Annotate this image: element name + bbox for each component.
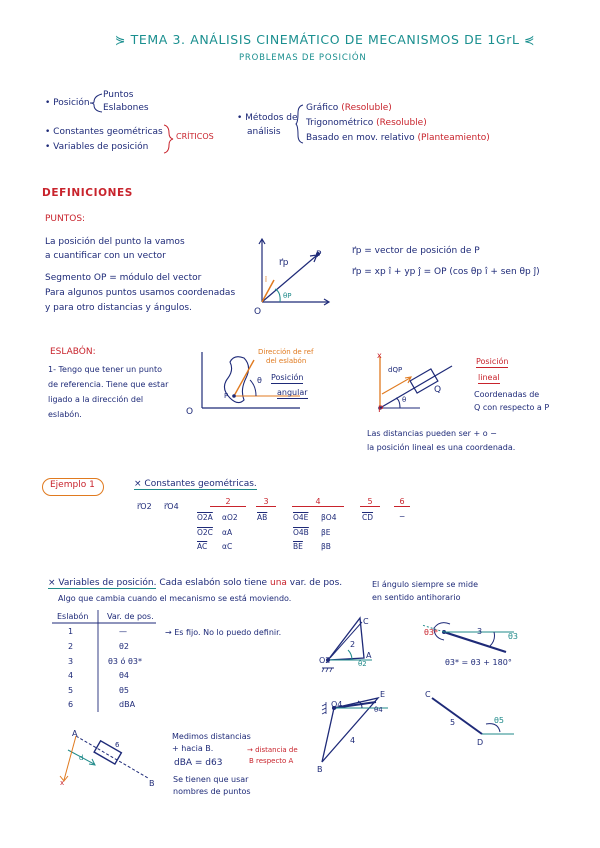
intro-analisis: análisis <box>247 127 281 137</box>
medimos-text-1: Medimos distancias <box>172 732 251 741</box>
const-beta-b: βB <box>321 542 331 551</box>
label-pos-angular-1: Posición <box>271 373 303 384</box>
link5-figure <box>424 692 524 744</box>
label-i-hat: î <box>265 276 267 284</box>
metodo-trigonometrico: Trigonométrico (Resoluble) <box>306 118 427 128</box>
puntos-heading: PUNTOS: <box>45 214 86 224</box>
variables-algo: Algo que cambia cuando el mecanismo se está moviendo. <box>58 594 292 603</box>
col4-number: 4 <box>292 497 344 507</box>
constantes-heading: × Constantes geométricas. <box>134 479 257 489</box>
const-o2c: O2C <box>197 528 213 537</box>
link4-figure <box>318 692 398 772</box>
fig-label-theta4: θ4 <box>374 706 383 714</box>
tienen-text-1: Se tienen que usar <box>173 775 249 784</box>
eslabon-text-1: 1- Tengo que tener un punto <box>48 365 162 374</box>
const-alpha-c: αC <box>222 542 233 551</box>
fig-label-e: E <box>380 690 386 699</box>
const-cd: $\overline{CD}$ <box>362 513 374 522</box>
label-coordenadas-1: Coordenadas de <box>474 390 540 399</box>
label-pos-lineal-2: lineal <box>478 373 500 384</box>
label-theta3: θ <box>402 396 407 404</box>
intro-posicion: • Posición <box>45 98 90 108</box>
angulo-text-2: en sentido antihorario <box>372 593 461 602</box>
fig-label-5: 5 <box>450 718 456 727</box>
label-p2: P <box>224 392 229 400</box>
fig-eq-theta3: θ3* = θ3 + 180° <box>445 658 512 667</box>
intro-brace-criticos <box>162 123 174 155</box>
table-row-1-eslabon: 1 <box>68 627 74 636</box>
intro-puntos: Puntos <box>103 90 134 100</box>
puntos-text-5: y para otro distancias y ángulos. <box>45 303 192 313</box>
metodo-grafico: Gráfico (Resoluble) <box>306 103 392 113</box>
definiciones-heading: DEFINICIONES <box>42 187 133 199</box>
intro-constantes: • Constantes geométricas <box>45 127 163 137</box>
const-none: − <box>399 512 406 521</box>
intro-metodos: • Métodos de <box>237 113 298 123</box>
link2-figure <box>318 612 380 684</box>
table-row-1-var: — <box>119 627 127 636</box>
const-ac: $\overline{AC}$ <box>197 542 208 551</box>
intro-eslabones: Eslabones <box>103 103 149 113</box>
intro-brace-posicion <box>88 92 104 114</box>
table-row-6-var: dBA <box>119 700 136 709</box>
label-rp: r⃗p <box>279 258 289 268</box>
col5-number: 5 <box>360 497 380 507</box>
puntos-text-2: a cuantificar con un vector <box>45 251 166 261</box>
fig-label-b2: B <box>149 779 155 788</box>
tienen-text-2: nombres de puntos <box>173 787 251 796</box>
metodo-basado: Basado en mov. relativo (Planteamiento) <box>306 133 490 143</box>
intro-variables: • Variables de posición <box>45 142 149 152</box>
dba-equation: dBA = d63 <box>174 758 223 768</box>
puntos-text-4: Para algunos puntos usamos coordenadas <box>45 288 236 298</box>
table-row-2-var: θ2 <box>119 642 129 651</box>
col6-number: 6 <box>394 497 410 507</box>
const-beta-o4: βO4 <box>321 513 337 522</box>
const-be: $\overline{BE}$ <box>293 542 303 551</box>
table-row-6-eslabon: 6 <box>68 700 74 709</box>
distancias-text-1: Las distancias pueden ser + o − <box>367 429 497 438</box>
eq-rp-components: r⃗p = xp î + yp ĵ = OP (cos θp î + sen θp ĵ) <box>352 267 540 277</box>
col2-number: 2 <box>210 497 246 507</box>
fig-label-2: 2 <box>350 640 356 649</box>
page-title: ⋟ TEMA 3. ANÁLISIS CINEMÁTICO DE MECANISMOS DE 1GrL ⋞ <box>115 32 536 47</box>
table-row-3-var: θ3 ó θ3* <box>108 657 142 666</box>
label-p: P <box>316 250 322 260</box>
eslabon-heading: ESLABÓN: <box>50 347 96 357</box>
table-row-4-var: θ4 <box>119 671 129 680</box>
const-alpha-o2: αO2 <box>222 513 238 522</box>
label-p3: P <box>378 405 384 415</box>
const-beta-e: βE <box>321 528 331 537</box>
title-deco-right: ⋞ <box>519 32 536 47</box>
const-o4b: O4B <box>293 528 309 537</box>
point-position-figure <box>250 236 340 316</box>
fig-label-4: 4 <box>350 736 356 745</box>
const-alpha-a: αA <box>222 528 233 537</box>
intro-criticos: CRÍTICOS <box>176 132 214 141</box>
table-row-2-eslabon: 2 <box>68 642 74 651</box>
label-o: O <box>254 307 262 317</box>
fig-label-x2: x <box>60 779 65 787</box>
const-o2a: O2A <box>197 513 213 522</box>
label-pos-lineal-1: Posición <box>476 357 508 368</box>
table-row-4-eslabon: 4 <box>68 671 74 680</box>
fig-label-a2: A <box>72 729 78 738</box>
fig-label-c: C <box>363 617 369 626</box>
distancia-note-2: B respecto A <box>249 757 294 765</box>
eslabon-lineal-figure <box>372 350 464 416</box>
label-x: x <box>377 351 382 360</box>
fig-label-o4: O4 <box>331 700 343 709</box>
label-dir-ref-1: Dirección de ref <box>258 348 314 356</box>
vec-o4: r⃗O4 <box>164 502 179 511</box>
label-o2: O <box>186 407 194 417</box>
eslabon-text-4: eslabón. <box>48 410 82 419</box>
medimos-text-2: + hacia B. <box>172 744 214 753</box>
label-theta-p: θP <box>283 292 292 300</box>
const-ab: $\overline{AB}$ <box>257 513 268 522</box>
variables-heading: × Variables de posición. Cada eslabón solo tiene una var. de pos. <box>48 578 343 588</box>
fig-label-o2: O2 <box>319 656 331 665</box>
fig-label-3: 3 <box>477 627 483 636</box>
title-deco-left: ⋟ <box>115 32 131 47</box>
fig-label-theta2: θ2 <box>358 660 367 668</box>
fig-label-theta3-star: θ3* <box>424 628 438 637</box>
distancias-text-2: la posición lineal es una coordenada. <box>367 443 516 452</box>
label-dqp: dQP <box>388 366 403 374</box>
fig-label-c2: C <box>425 690 431 699</box>
table-row-5-var: θ5 <box>119 686 129 695</box>
puntos-text-1: La posición del punto la vamos <box>45 237 185 247</box>
label-coordenadas-2: Q con respecto a P <box>474 403 550 412</box>
page-subtitle: PROBLEMAS DE POSICIÓN <box>239 53 367 63</box>
fig-label-theta5: θ5 <box>494 716 504 725</box>
slider6-figure <box>56 730 160 790</box>
fijo-note: → Es fijo. No lo puedo definir. <box>165 628 282 637</box>
table-header-eslabon: Eslabón <box>57 612 89 621</box>
distancia-note-1: → distancia de <box>247 746 298 754</box>
table-row-5-eslabon: 5 <box>68 686 74 695</box>
fig-label-theta3: θ3 <box>508 632 518 641</box>
table-row-3-eslabon: 3 <box>68 657 74 666</box>
label-q: Q <box>434 385 442 395</box>
label-dir-ref-2: del eslabón <box>266 357 307 365</box>
eslabon-text-2: de referencia. Tiene que estar <box>48 380 169 389</box>
fig-label-a: A <box>366 651 372 660</box>
fig-label-6: 6 <box>115 741 120 749</box>
eq-rp-def: r⃗p = vector de posición de P <box>352 246 480 256</box>
puntos-text-3: Segmento OP = módulo del vector <box>45 273 202 283</box>
fig-label-d2: d <box>79 754 84 762</box>
ejemplo-label: Ejemplo 1 <box>50 480 95 490</box>
label-theta2: θ <box>257 376 262 385</box>
col3-number: 3 <box>256 497 276 507</box>
table-header-var: Var. de pos. <box>107 612 154 621</box>
vec-o2: r⃗O2 <box>137 502 152 511</box>
fig-label-d: D <box>477 738 484 747</box>
angulo-text-1: El ángulo siempre se mide <box>372 580 479 589</box>
label-pos-angular-2: angular <box>277 388 308 399</box>
const-o4e: O4E <box>293 513 309 522</box>
fig-label-b: B <box>317 765 323 774</box>
intro-brace-metodos <box>295 103 305 145</box>
eslabon-text-3: ligado a la dirección del <box>48 395 144 404</box>
